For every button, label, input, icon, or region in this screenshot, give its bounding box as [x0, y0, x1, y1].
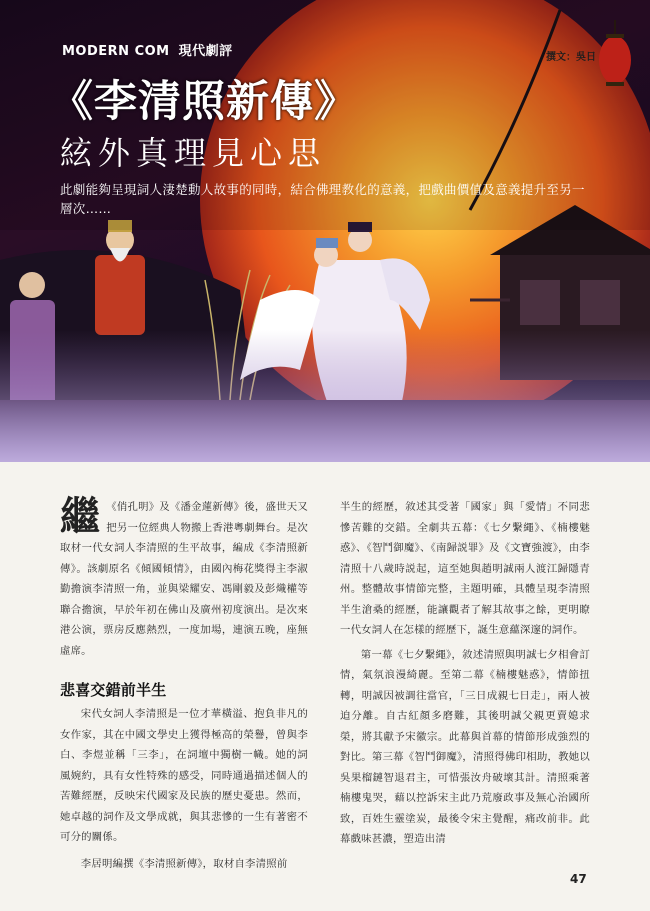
byline: 撰文：吳日	[546, 52, 596, 63]
column-left	[60, 493, 308, 874]
paragraph: 第一幕《七夕繫繩》，敘述清照與明誠七夕相會訂情，氣氛浪漫綺麗。至第二幕《楠樓魅惑》，情節扭轉，明誠因被調往當官，「三日成親七日走」，兩人被迫分離。自古紅顏多磨難，其後明誠父親更賣媳求榮，將其獻予宋徽宗。此幕與首幕的情節形成強烈的對比。第三幕《智鬥御魔》，清照得佛印相助，教她以吳果榴鏈智退君主，可惜張汝舟破壞其計。清照乘著楠樓鬼哭，藉以控訴宋主此乃荒廢政事及無心治國所致，百姓生靈塗炭，最後令宋主覺醒，痛改前非。此幕戲味甚濃，塑造出清	[340, 648, 590, 845]
section-header	[62, 40, 233, 59]
column-right	[340, 497, 590, 850]
intro-text: 此劇能夠呈現詞人淒楚動人故事的同時，結合佛理教化的意義，把戲曲價值及意義提升至另一層次……	[60, 182, 585, 216]
dropcap: 繼	[60, 493, 101, 540]
performer-old-man	[95, 220, 145, 335]
article-subtitle: 絃外真理見心思	[60, 134, 327, 172]
paragraph-text: 《俏孔明》及《潘金蓮新傳》後，盛世天又把另一位經典人物搬上香港粵劇舞台。是次取材一代女詞人李清照的生平故事，編成《李清照新傳》。該劇原名《傾國傾情》，由國內梅花獎得主李淑勤擔演李清照一角，並與梁耀安、馮剛毅及彭熾權等聯合擔演，早於年初在佛山及廣州初度演出。是次來港公演，票房反應熱烈，一度加場，連演五晚，座無虛席。	[60, 501, 308, 657]
paragraph	[60, 493, 308, 661]
paragraph: 宋代女詞人李清照是一位才華橫溢、抱負非凡的女作家，其在中國文學史上獲得極高的榮譽，曾與李白、李煜並稱「三李」，在詞壇中獨樹一幟。她的詞風婉約，具有女性特殊的感受，同時通過描述個人的苦難經歷，反映宋代國家及民族的歷史憂患。然而，她卓越的詞作及文學成就，與其悲慘的一生有著密不可分的關係。	[60, 708, 308, 843]
section-heading: 悲喜交錯前半生	[60, 681, 167, 699]
paragraph: 半生的經歷，敘述其受著「國家」與「愛情」不同悲慘苦難的交錯。全劇共五幕：《七夕繫繩》、《楠樓魅惑》、《智鬥御魔》、《南歸説罪》及《文寶強渡》，由李清照十八歲時説起，這至她與趙明誠兩人渡江歸隱青州。整體故事情節完整，主題明確，具體呈現李清照半生滄桑的經歷，能讓觀者了解其故事之餘，更明瞭一代女詞人在怎樣的經歷下，誕生意蘊深邃的詞作。	[340, 501, 590, 636]
paragraph: 李居明編撰《李清照新傳》，取材自李清照前	[80, 857, 288, 870]
section-name: 現代劇評	[178, 44, 233, 59]
page-number: 47	[570, 872, 587, 886]
article-title: 《李清照新傳》	[50, 77, 358, 127]
series-name: MODERN COM	[62, 44, 170, 59]
